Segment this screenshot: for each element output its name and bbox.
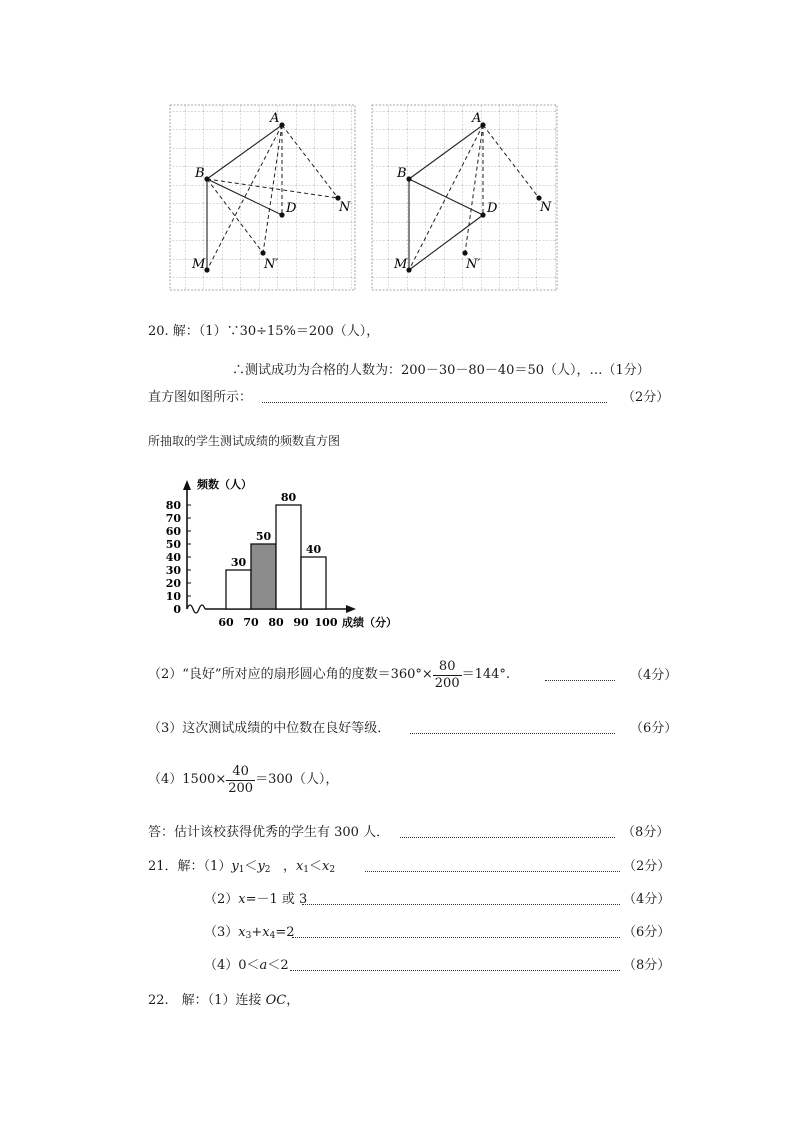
y-tick-label: 0 [173,603,181,616]
q21-p3-plus: + [251,925,263,940]
bar-value-label: 40 [305,543,322,556]
q20-part4-numerator: 40 [232,763,249,779]
q21-p4-var: a [259,958,268,973]
q21-p1-lt: ＜ [244,859,258,874]
x-tick-label: 60 [218,616,234,629]
leader-dots [262,402,607,403]
chart-caption: 所抽取的学生测试成绩的频数直方图 [148,434,341,448]
y-axis-arrow [183,480,191,490]
q20-part4-suffix: ＝300（人）， [255,772,339,787]
q21-p2-prefix: （2） [204,892,239,907]
y-tick-label: 60 [165,525,181,538]
q20-part2-denominator: 200 [434,675,460,691]
right-label-n-prime: N′ [466,257,481,272]
left-label-b: B [195,166,205,181]
q21-p4-prefix: （4）0＜ [204,958,260,973]
q20-part4-prefix: （4）1500× [148,772,227,787]
q21-p1-c: x [295,859,304,874]
q21-p3-a: x [238,925,246,940]
q21-p3-score: （6分） [623,925,671,940]
x-axis-arrow [346,605,356,613]
q21-p2-score: （4分） [623,892,671,907]
x-tick-label: 90 [293,616,309,629]
leader-dots [292,937,620,938]
q20-part2-suffix: ＝144°. [461,667,511,682]
right-label-n: N [540,200,552,215]
bar-value-label: 30 [230,556,247,569]
q20-line3: 直方图如图所示： [148,390,253,405]
left-label-m: M [192,257,206,272]
q21-p1-b-sub: 2 [264,865,271,875]
q21-p1-comma: ， [282,859,296,874]
y-tick-label: 40 [165,551,181,564]
q21-part1 [148,858,335,879]
q20-title: 20. 解：（1）∵30÷15%＝200（人）， [148,324,380,339]
frequency-histogram [140,470,430,640]
x-axis-title: 成绩（分） [342,616,397,629]
q20-part4-fraction [226,764,255,797]
leader-dots [410,733,615,734]
geometry-figures [0,0,794,300]
histogram-bar [276,505,301,609]
q20-part4 [148,760,338,800]
right-label-d: D [487,201,498,216]
q21-part3 [204,924,295,945]
left-label-n-prime: N′ [264,257,279,272]
q21-p2-var: x [238,892,246,907]
x-tick-label: 100 [314,616,338,629]
q21-p1-d-sub: 2 [329,865,336,875]
leader-dots [290,970,620,971]
q21-p2-text: =－1 或 3 [245,892,308,907]
left-figure [170,105,355,290]
q20-part2-fraction [433,659,462,692]
leader-dots [302,904,620,905]
y-tick-label: 30 [165,564,181,577]
q22-head: 22. 解：（1）连接 [148,993,266,1008]
q21-p3-b-sub: 4 [269,931,276,941]
q21-p1-c-sub: 1 [303,865,310,875]
right-label-m: M [394,257,408,272]
y-axis-title: 频数（人） [197,478,252,491]
q21-p3-eq: =2 [275,925,295,940]
q20-part3: （3）这次测试成绩的中位数在良好等级． [148,721,391,736]
q20-answer: 答：估计该校获得优秀的学生有 300 人． [148,825,390,840]
y-tick-label: 20 [165,577,181,590]
left-label-d: D [286,201,297,216]
right-label-a: A [472,111,482,126]
left-label-n: N [339,200,351,215]
q21-p1-b: y [257,859,265,874]
leader-dots [545,680,615,681]
q21-p1-a: y [231,859,239,874]
q20-line2: ∴测试成功为合格的人数为：200－30－80－40＝50（人），…（1分） [232,363,650,378]
q20-part2-numerator: 80 [438,658,456,674]
histogram-bar [251,544,276,609]
x-axis-break [187,605,205,613]
q20-part4-denominator: 200 [228,780,254,796]
q21-p1-a-sub: 1 [238,865,245,875]
right-figure [372,105,557,290]
q20-answer-score: （8分） [622,825,670,840]
q21-p4-score: （8分） [623,958,671,973]
q21-p3-prefix: （3） [204,925,239,940]
leader-dots [365,871,620,872]
y-tick-label: 50 [165,538,181,551]
q20-part2-prefix: （2）“良好”所对应的扇形圆心角的度数＝360°× [148,667,433,682]
q22-line [148,992,299,1010]
y-tick-label: 80 [165,499,181,512]
q21-p3-b: x [262,925,270,940]
q21-head: 21．解：（1） [148,859,232,874]
histogram-bar [301,557,326,609]
x-tick-label: 80 [268,616,284,629]
y-tick-label: 70 [165,512,181,525]
q21-part2 [204,891,307,909]
q21-p4-suffix: ＜2 [267,958,289,973]
q21-p3-a-sub: 3 [245,931,252,941]
q21-p1-score: （2分） [623,859,671,874]
leader-dots [400,837,615,838]
q20-part2-score: （4分） [630,668,678,683]
q21-p1-d: x [322,859,330,874]
bar-value-label: 80 [280,491,297,504]
bar-value-label: 50 [255,530,272,543]
q21-part4 [204,957,289,975]
q21-p1-lt2: ＜ [309,859,323,874]
x-tick-label: 70 [243,616,259,629]
q20-part3-score: （6分） [630,721,678,736]
q20-line3-score: （2分） [622,390,670,405]
q22-tail: ， [286,993,300,1008]
histogram-bar [226,570,251,609]
q20-part2 [148,655,510,695]
q22-var: OC [265,993,287,1008]
right-label-b: B [397,166,407,181]
y-tick-label: 10 [165,590,181,603]
left-label-a: A [270,111,280,126]
